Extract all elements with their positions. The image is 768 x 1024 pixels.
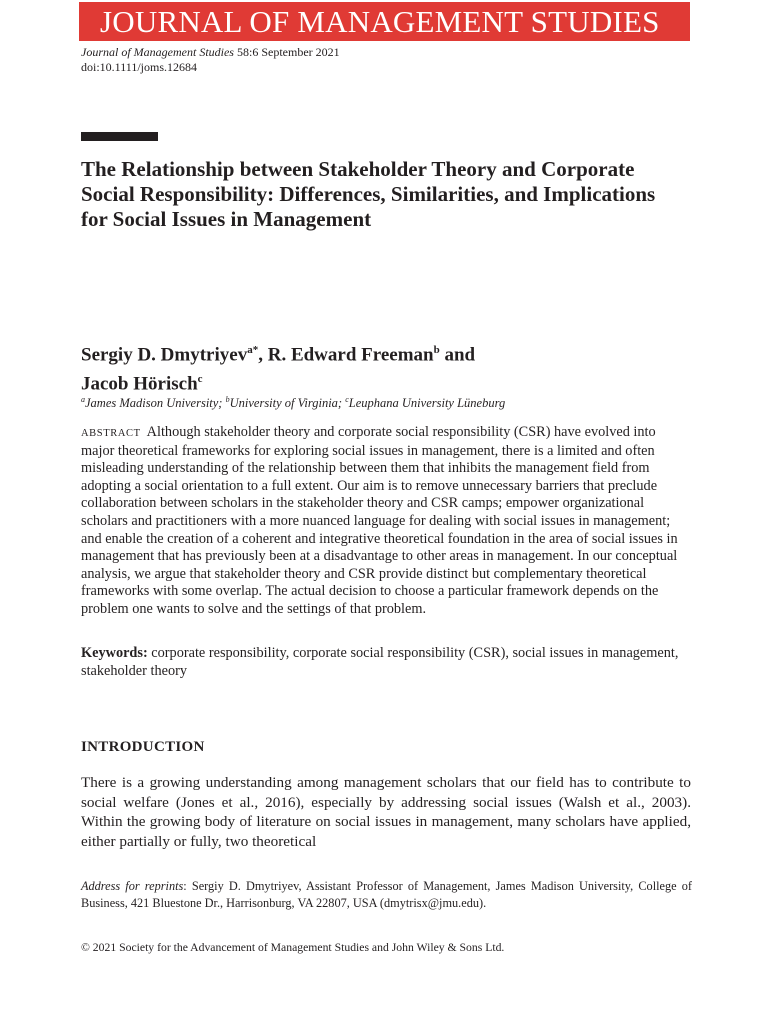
author-name: Jacob Hörisch [81, 373, 198, 395]
journal-banner [79, 2, 690, 41]
author-separator: , [258, 344, 268, 366]
affiliation-marker: a [81, 395, 85, 404]
keywords-text: corporate responsibility, corporate social responsibility (CSR), social issues in management, stakeholder theory [81, 645, 679, 679]
title-rule [81, 132, 158, 141]
affiliation-marker: b [225, 395, 230, 404]
affiliations [81, 392, 701, 411]
intro-paragraph: There is a growing understanding among management scholars that our field has to contribute to social welfare (Jones et al., 2016), especially by addressing social issues (Walsh et al., 2003). Within the growing body of literature on social issues in management, many scholars have applied, either partially or fully, two theoretical [81, 774, 691, 850]
reprints-label: Address for reprints [81, 879, 184, 893]
doi[interactable]: doi:10.1111/joms.12684 [81, 60, 198, 74]
keywords-label: Keywords: [81, 645, 148, 661]
affiliation-marker: c [345, 395, 349, 404]
reprints-text: : Sergiy D. Dmytriyev, Assistant Professor of Management, James Madison University, College of Business, 421 Bluestone Dr., Harrisonburg, VA 22807, USA (dmytrisx@jmu.edu). [81, 879, 692, 910]
author-list [81, 338, 641, 397]
journal-banner-title: JOURNAL OF MANAGEMENT STUDIES [100, 4, 660, 39]
abstract-text: Although stakeholder theory and corporate social responsibility (CSR) have evolved into major theoretical frameworks for exploring social issues in management, there is a limited and often misleading understanding of the relationship between them that inhibits the management field from adopting a social orientation to a full extent. Our aim is to remove unnecessary barriers that preclude collaboration between scholars in the stakeholder theory and CSR camps; empower organizational scholars and practitioners with a more nuanced language for dealing with social issues in management; and enable the creation of a coherent and integrative theoretical foundation in the area of social issues in management that has previously been at a disadvantage to other areas in management. In our conceptual analysis, we argue that stakeholder theory and CSR provide distinct but complementary theoretical frameworks with some overlap. The actual decision to choose a particular framework depends on the problem one wants to solve and the settings of that problem. [81, 424, 678, 617]
copyright-notice: © 2021 Society for the Advancement of Management Studies and John Wiley & Sons Ltd. [81, 941, 505, 954]
affiliation: University of Virginia; [229, 396, 346, 411]
journal-citation [81, 45, 340, 75]
section-heading: INTRODUCTION [81, 739, 205, 755]
citation-issue: 58:6 September 2021 [233, 45, 340, 59]
affiliation: James Madison University; [85, 396, 226, 411]
citation-journal-name: Journal of Management Studies [81, 45, 234, 59]
author-name: R. Edward Freeman [267, 344, 434, 366]
reprints-address [81, 878, 692, 912]
article-title: The Relationship between Stakeholder Theory and Corporate Social Responsibility: Differences, Similarities, and Implications for Social Issues in Management [81, 157, 656, 231]
affiliation: Leuphana University Lüneburg [348, 396, 506, 411]
author-affiliation-marker: a* [247, 344, 259, 356]
keywords [81, 645, 688, 680]
author-affiliation-marker: c [197, 373, 203, 386]
author-name: Sergiy D. Dmytriyev [81, 344, 248, 366]
abstract-label: ABSTRACT [81, 428, 141, 439]
author-affiliation-marker: b [433, 344, 440, 356]
abstract [81, 424, 688, 619]
author-separator: and [439, 344, 476, 366]
